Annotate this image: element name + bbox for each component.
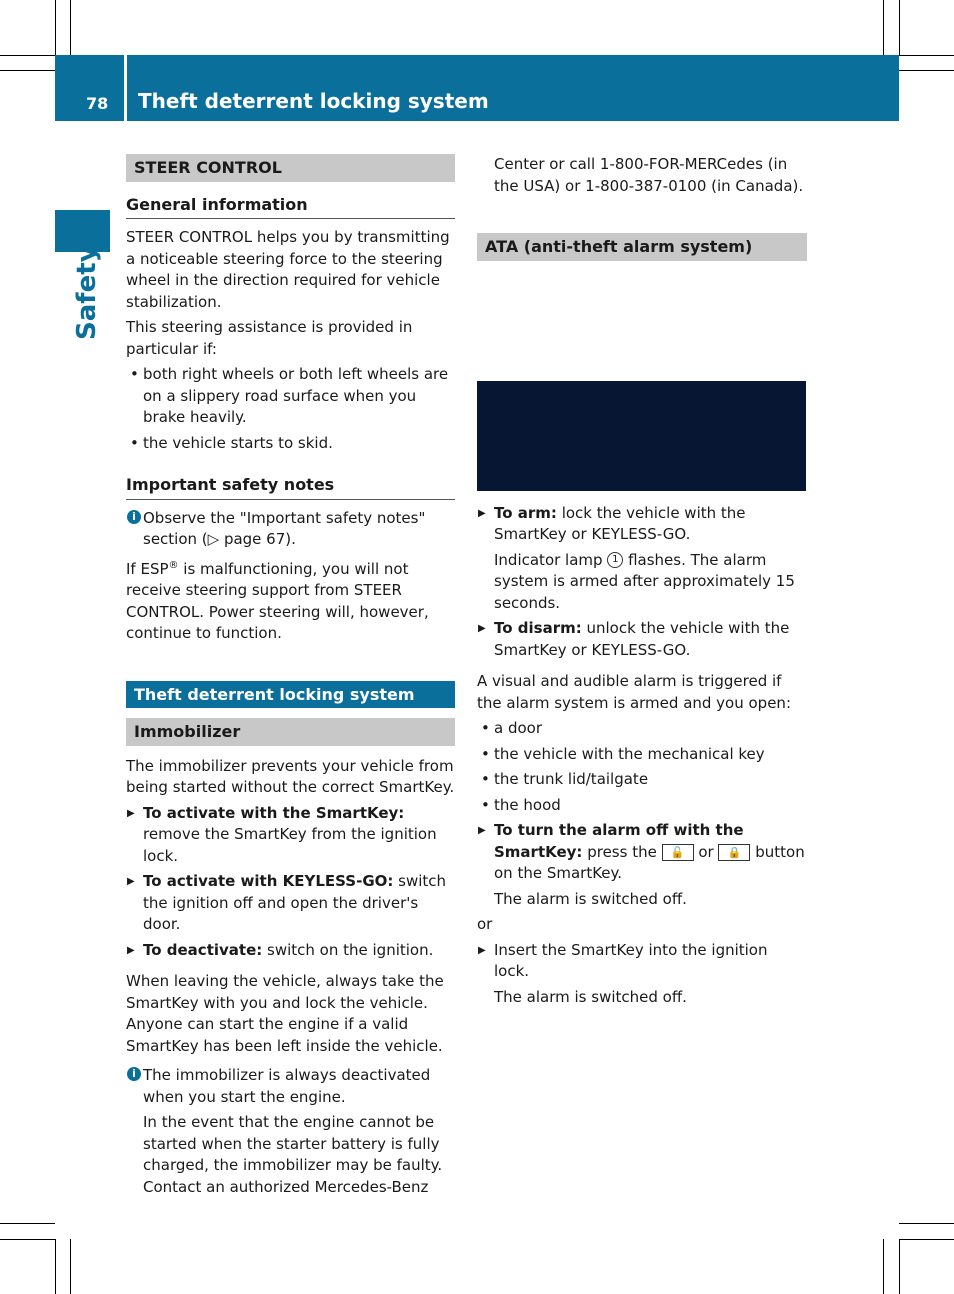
list-item: • the vehicle starts to skid. bbox=[126, 433, 455, 455]
list-item: • the hood bbox=[477, 795, 807, 817]
paragraph: STEER CONTROL helps you by transmitting a noticeable steering force to the steering wheel in the direction required for vehicle stabilization. bbox=[126, 228, 450, 311]
registered-mark: ® bbox=[168, 559, 179, 571]
page-title: Theft deterrent locking system bbox=[138, 89, 489, 113]
step-label: To turn the alarm off with the SmartKey: bbox=[494, 821, 744, 861]
paragraph: A visual and audible alarm is triggered if the alarm system is armed and you open: bbox=[477, 672, 791, 712]
step-text: press the bbox=[582, 842, 662, 861]
callout-number: 1 bbox=[607, 552, 623, 568]
list-item: • both right wheels or both left wheels are on a slippery road surface when you brake heavily. bbox=[126, 364, 455, 429]
step-label: To disarm: bbox=[494, 619, 582, 637]
step-item bbox=[126, 803, 455, 868]
paragraph: In the event that the engine cannot be started when the starter battery is fully charged, the immobilizer may be faulty. Contact an authorized Mercedes-Benz bbox=[143, 1113, 443, 1196]
crop-mark bbox=[883, 1239, 884, 1294]
step-text: button on the SmartKey. bbox=[494, 842, 805, 882]
immobilizer-heading: Immobilizer bbox=[126, 718, 455, 746]
info-icon: i bbox=[127, 1067, 141, 1081]
step-item bbox=[477, 618, 807, 661]
crop-mark bbox=[899, 1239, 900, 1294]
theft-deterrent-heading: Theft deterrent locking system bbox=[126, 681, 455, 709]
crop-mark bbox=[55, 0, 56, 55]
crop-mark bbox=[899, 1223, 954, 1224]
crop-mark bbox=[899, 55, 954, 56]
info-icon: i bbox=[127, 510, 141, 524]
list-item: • the vehicle with the mechanical key bbox=[477, 744, 807, 766]
crop-mark bbox=[0, 70, 55, 71]
step-label: To arm: bbox=[494, 503, 557, 522]
page-number: 78 bbox=[86, 94, 109, 113]
esp-text: If ESP bbox=[126, 559, 169, 578]
paragraph bbox=[477, 550, 807, 615]
unlock-button-icon: 🔓 bbox=[662, 844, 694, 861]
paragraph: This steering assistance is provided in particular if: bbox=[126, 318, 413, 358]
crop-mark bbox=[70, 1239, 71, 1294]
steer-control-heading: STEER CONTROL bbox=[126, 154, 455, 182]
crop-mark bbox=[55, 1239, 56, 1294]
crop-mark bbox=[70, 0, 71, 55]
general-info-heading: General information bbox=[126, 194, 455, 220]
esp-text: is malfunctioning, you will not receive steering support from STEER CONTROL. Power steering will, however, continue to function. bbox=[126, 559, 429, 642]
step-text: remove the SmartKey from the ignition lock. bbox=[143, 825, 437, 865]
section-side-label: Safety bbox=[72, 245, 102, 340]
paragraph bbox=[126, 555, 455, 645]
paragraph: or bbox=[477, 915, 493, 933]
spacer bbox=[477, 261, 807, 381]
step-text: or bbox=[693, 842, 719, 861]
step-item bbox=[126, 871, 455, 936]
safety-notes-heading: Important safety notes bbox=[126, 474, 455, 500]
step-text: unlock the vehicle with the SmartKey or KEYLESS-GO. bbox=[494, 619, 790, 659]
spacer bbox=[477, 491, 807, 503]
info-text: Observe the "Important safety notes" section (▷ page 67). bbox=[143, 508, 426, 548]
paragraph: Center or call 1-800-FOR-MERCedes (in the USA) or 1-800-387-0100 (in Canada). bbox=[494, 155, 804, 195]
step-text: lock the vehicle with the SmartKey or KEYLESS-GO. bbox=[494, 503, 746, 543]
header-separator bbox=[124, 55, 127, 121]
paragraph: The alarm is switched off. bbox=[494, 889, 687, 908]
step-item: ▶ Insert the SmartKey into the ignition lock. bbox=[477, 940, 807, 983]
left-column bbox=[126, 154, 455, 1202]
lock-button-icon: 🔒 bbox=[718, 844, 750, 861]
step-item bbox=[126, 940, 455, 962]
info-text: The immobilizer is always deactivated when you start the engine. bbox=[143, 1066, 431, 1106]
paragraph: When leaving the vehicle, always take the SmartKey with you and lock the vehicle. Anyone can start the engine if a valid SmartKey has been left inside the vehicle. bbox=[126, 972, 444, 1055]
crop-mark bbox=[883, 0, 884, 55]
step-label: To activate with the SmartKey: bbox=[143, 803, 405, 822]
crop-mark bbox=[899, 70, 954, 71]
step-label: To deactivate: bbox=[143, 940, 263, 959]
info-note bbox=[126, 508, 455, 551]
crop-mark bbox=[899, 0, 900, 55]
list-item: • the trunk lid/tailgate bbox=[477, 769, 807, 791]
info-note bbox=[126, 1065, 455, 1108]
indicator-lamp-image bbox=[477, 381, 806, 491]
crop-mark bbox=[0, 1239, 55, 1240]
paragraph: The immobilizer prevents your vehicle from being started without the correct SmartKey. bbox=[126, 756, 455, 796]
list-item: • a door bbox=[477, 718, 807, 740]
step-item bbox=[477, 820, 807, 885]
indicator-text: Indicator lamp bbox=[494, 550, 608, 569]
paragraph: The alarm is switched off. bbox=[494, 987, 687, 1006]
step-item bbox=[477, 503, 807, 546]
step-text: switch on the ignition. bbox=[262, 940, 434, 959]
crop-mark bbox=[899, 1239, 954, 1240]
right-column bbox=[477, 154, 807, 1012]
ata-heading: ATA (anti-theft alarm system) bbox=[477, 233, 807, 261]
crop-mark bbox=[0, 55, 55, 56]
step-text: switch the ignition off and open the driver's door. bbox=[143, 872, 447, 933]
crop-mark bbox=[0, 1223, 55, 1224]
step-label: To activate with KEYLESS-GO: bbox=[143, 872, 394, 890]
indicator-text: flashes. The alarm system is armed after approximately 15 seconds. bbox=[494, 550, 795, 612]
